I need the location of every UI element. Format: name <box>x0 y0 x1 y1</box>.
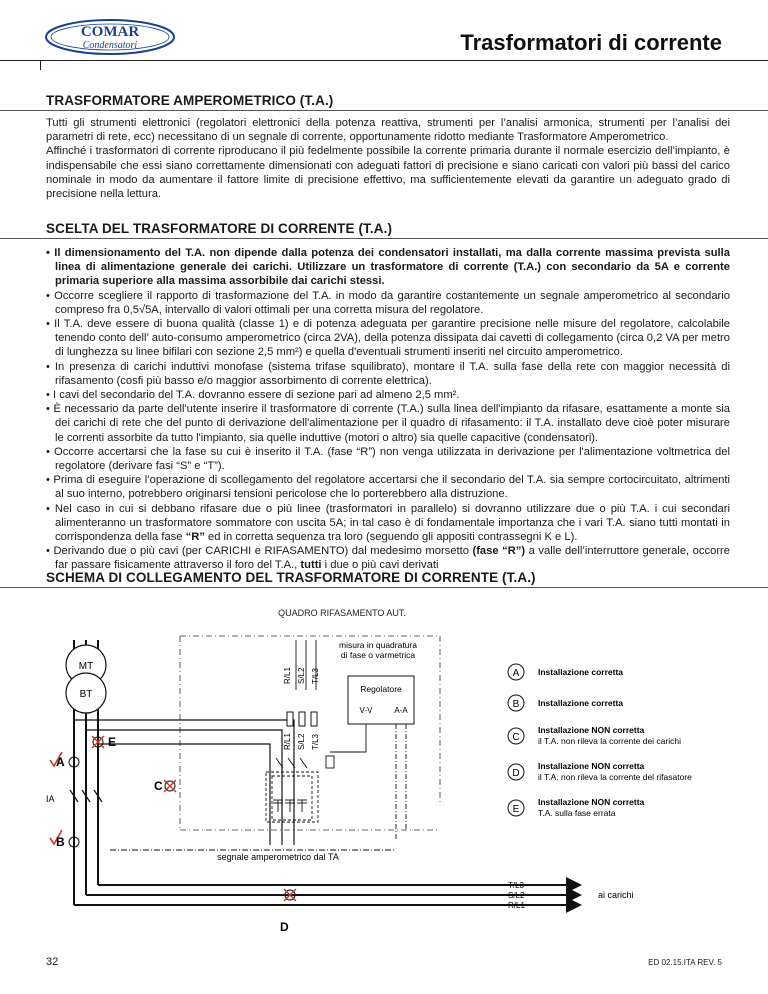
legend-key-e: E <box>512 804 520 815</box>
guideline-item: • Nel caso in cui si debbano rifasare due o più linee (trasformatori in parallelo) si dovranno utilizzare due o più T.A. i cui secondari alimenteranno un trasformatore sommatore con uscita 5A; in tal caso è di fondamentale importanza che i vari T.A. siano tutti montati in corrispondenza della fase “R” ed in corretta sequenza tra loro (seguendo gli appositi contrassegni K e L). <box>46 502 730 544</box>
legend-key-b: B <box>512 699 520 710</box>
intro-text <box>46 116 730 201</box>
panel-feed <box>74 720 294 845</box>
fuses <box>287 712 317 726</box>
guideline-item: • Il dimensionamento del T.A. non dipende dalla potenza dei condensatori installati, ma dalla corrente massima prevista sulla linea di alimentazione generale dei carichi. Utilizzare un trasformatore di corrente (T.A.) con secondario da 5A e corrente primaria superiore alla massima assorbibile dai carichi stessi. <box>46 247 730 288</box>
header-tick <box>40 60 41 70</box>
label-e: E <box>108 735 117 749</box>
guideline-item: • È necessario da parte dell'utente inserire il trasformatore di corrente (T.A.) sulla linea dell'impianto da rifasare, esattamente a monte sia dei carichi di rete che del punto di derivazione dell'alimentazione per il quadro di rifasamento: il T.A. installato deve cioè poter misurare le correnti assorbite da tutto l'impianto, sia quelle induttive (motori o altro) sia quelle capacitive (condensatori). <box>46 403 730 444</box>
guideline-item: • Occorre accertarsi che la fase su cui è inserito il T.A. (fase “R”) non venga utilizzata in derivazione per l'alimentazione voltmetrica del regolatore (derivare fasi “S” e “T”). <box>46 445 730 473</box>
guideline-item: • In presenza di carichi induttivi monofase (sistema trifase squilibrato), montare il T.A. sulla fase della rete con maggior necessità di rifasamento (cosfi più basso e/o maggior assorbimento di corrente elettrica). <box>46 360 730 387</box>
regulator-current-link <box>396 724 406 840</box>
position-c <box>164 780 176 792</box>
legend-title-e: Installazione NON corretta <box>538 797 645 807</box>
intro-paragraph-2: Affinché i trasformatori di corrente riproducano il più fedelmente possibile la corrente primaria durante il normale esercizio dell’impianto, è indispensabile che essi siano correttamente dimensionati con adeguati fattori di precisione e siano caricati con valori più bassi del carico nominale in modo da aumentare il fattore limite di precisione effettivo, ma sufficientemente elevati da garantire un adeguato grado di precisione nella lettura. <box>46 145 730 201</box>
vv-label: V-V <box>359 706 373 715</box>
legend <box>508 664 692 818</box>
guideline-item: • Il T.A. deve essere di buona qualità (classe 1) e di potenza adeguata per garantire precisione nelle misure del regolatore, calcolabile tenendo conto dell’ auto-consumo amperometrico (circa 2VA), della potenza dissipata dai cavetti di collegamento (circa 0,2 VA per metro di lunghezza su linee bifilari con sezione 2,5 mm²) e quella d'eventuali strumenti inseriti nel circuito amperometrico. <box>46 318 730 359</box>
regulator-voltage-link <box>330 724 366 752</box>
loads-label: ai carichi <box>598 890 634 900</box>
signal-label: segnale amperometrico dal TA <box>217 852 339 862</box>
label-a: A <box>56 755 65 769</box>
legend-desc-d: il T.A. non rileva la corrente del rifasatore <box>538 772 692 782</box>
capacitor-banks <box>266 756 334 822</box>
regulator-label: Regolatore <box>360 684 402 694</box>
label-b: B <box>56 835 65 849</box>
out-t: T/L3 <box>508 881 525 890</box>
panel-boundary <box>180 636 440 830</box>
legend-key-c: C <box>512 732 520 743</box>
aa-label: A-A <box>394 706 408 715</box>
legend-desc-c: il T.A. non rileva la corrente dei carichi <box>538 736 681 746</box>
section-divider <box>0 587 768 588</box>
logo-text-comar: COMAR <box>80 24 140 40</box>
header-divider <box>0 60 768 61</box>
guideline-item: • I cavi del secondario del T.A. dovranno essere di sezione pari ad almeno 2,5 mm². <box>46 389 460 402</box>
panel-label: QUADRO RIFASAMENTO AUT. <box>278 608 406 618</box>
label-c: C <box>154 779 163 793</box>
guidelines-list <box>46 246 730 573</box>
section-title-scelta: SCELTA DEL TRASFORMATORE DI CORRENTE (T.A.) <box>46 221 393 236</box>
section-divider <box>0 110 768 111</box>
page-title: Trasformatori di corrente <box>460 30 722 55</box>
page-number: 32 <box>46 956 59 968</box>
section-divider <box>0 238 768 239</box>
measure-note-1: misura in quadratura <box>339 640 417 650</box>
section-title-schema: SCHEMA DI COLLEGAMENTO DEL TRASFORMATORE DI CORRENTE (T.A.) <box>46 570 536 585</box>
wiring-diagram <box>0 600 768 960</box>
edition-code: ED 02.15.ITA REV. 5 <box>648 958 722 967</box>
legend-key-a: A <box>512 668 520 679</box>
guideline-item: • Occorre scegliere il rapporto di trasformazione del T.A. in modo da garantire costantemente un segnale amperometrico al secondario compreso fra 0,5√5A, intervallo di valori ottimali per una corretta misura del regolatore. <box>46 289 730 316</box>
phase-r-top: R/L1 <box>283 667 292 684</box>
legend-key-d: D <box>512 768 520 779</box>
phase-t-mid: T/L3 <box>311 733 320 750</box>
phase-r-mid: R/L1 <box>283 733 292 750</box>
logo-text-condensatori: Condensatori <box>82 40 138 51</box>
mt-label: MT <box>78 661 94 672</box>
bt-label: BT <box>79 689 93 700</box>
measure-note-2: di fase o varmetrica <box>340 650 416 660</box>
ia-label: IA <box>46 794 55 804</box>
section-title-ta: TRASFORMATORE AMPEROMETRICO (T.A.) <box>46 93 334 108</box>
phase-s-mid: S/L2 <box>297 733 306 750</box>
phase-t-top: T/L3 <box>311 667 320 684</box>
out-r: R/L1 <box>508 901 525 910</box>
guideline-item: • Derivando due o più cavi (per CARICHI e RIFASAMENTO) dal medesimo morsetto (fase “R”) a valle dell’interruttore generale, occorre far passare fisicamente attraverso il foro del T.A., tutti i due o più cavi derivati <box>46 545 730 572</box>
intro-paragraph-1: Tutti gli strumenti elettronici (regolatori elettronici della potenza reattiva, strumenti per l’analisi armonica, strumenti per l’analisi dei parametri di rete, ecc) necessitano di un segnale di corrente, opportunamente ridotto mediante Trasformatore Amperometrico. <box>46 117 730 144</box>
legend-title-b: Installazione corretta <box>538 698 624 708</box>
phase-s-top: S/L2 <box>297 667 306 684</box>
legend-desc-e: T.A. sulla fase errata <box>538 808 616 818</box>
guideline-item: • Prima di eseguire l’operazione di scollegamento del regolatore accertarsi che il secondario del T.A. sia sempre cortocircuitato, altrimenti al suo interno, potrebbero originarsi tensioni pericolose che lo porterebbero alla distruzione. <box>46 474 730 501</box>
outgoing-lines <box>74 885 580 905</box>
legend-title-c: Installazione NON corretta <box>538 725 645 735</box>
label-d: D <box>280 920 289 934</box>
out-s: S/L2 <box>508 891 525 900</box>
comar-logo <box>44 18 176 56</box>
legend-title-a: Installazione corretta <box>538 667 624 677</box>
legend-title-d: Installazione NON corretta <box>538 761 645 771</box>
